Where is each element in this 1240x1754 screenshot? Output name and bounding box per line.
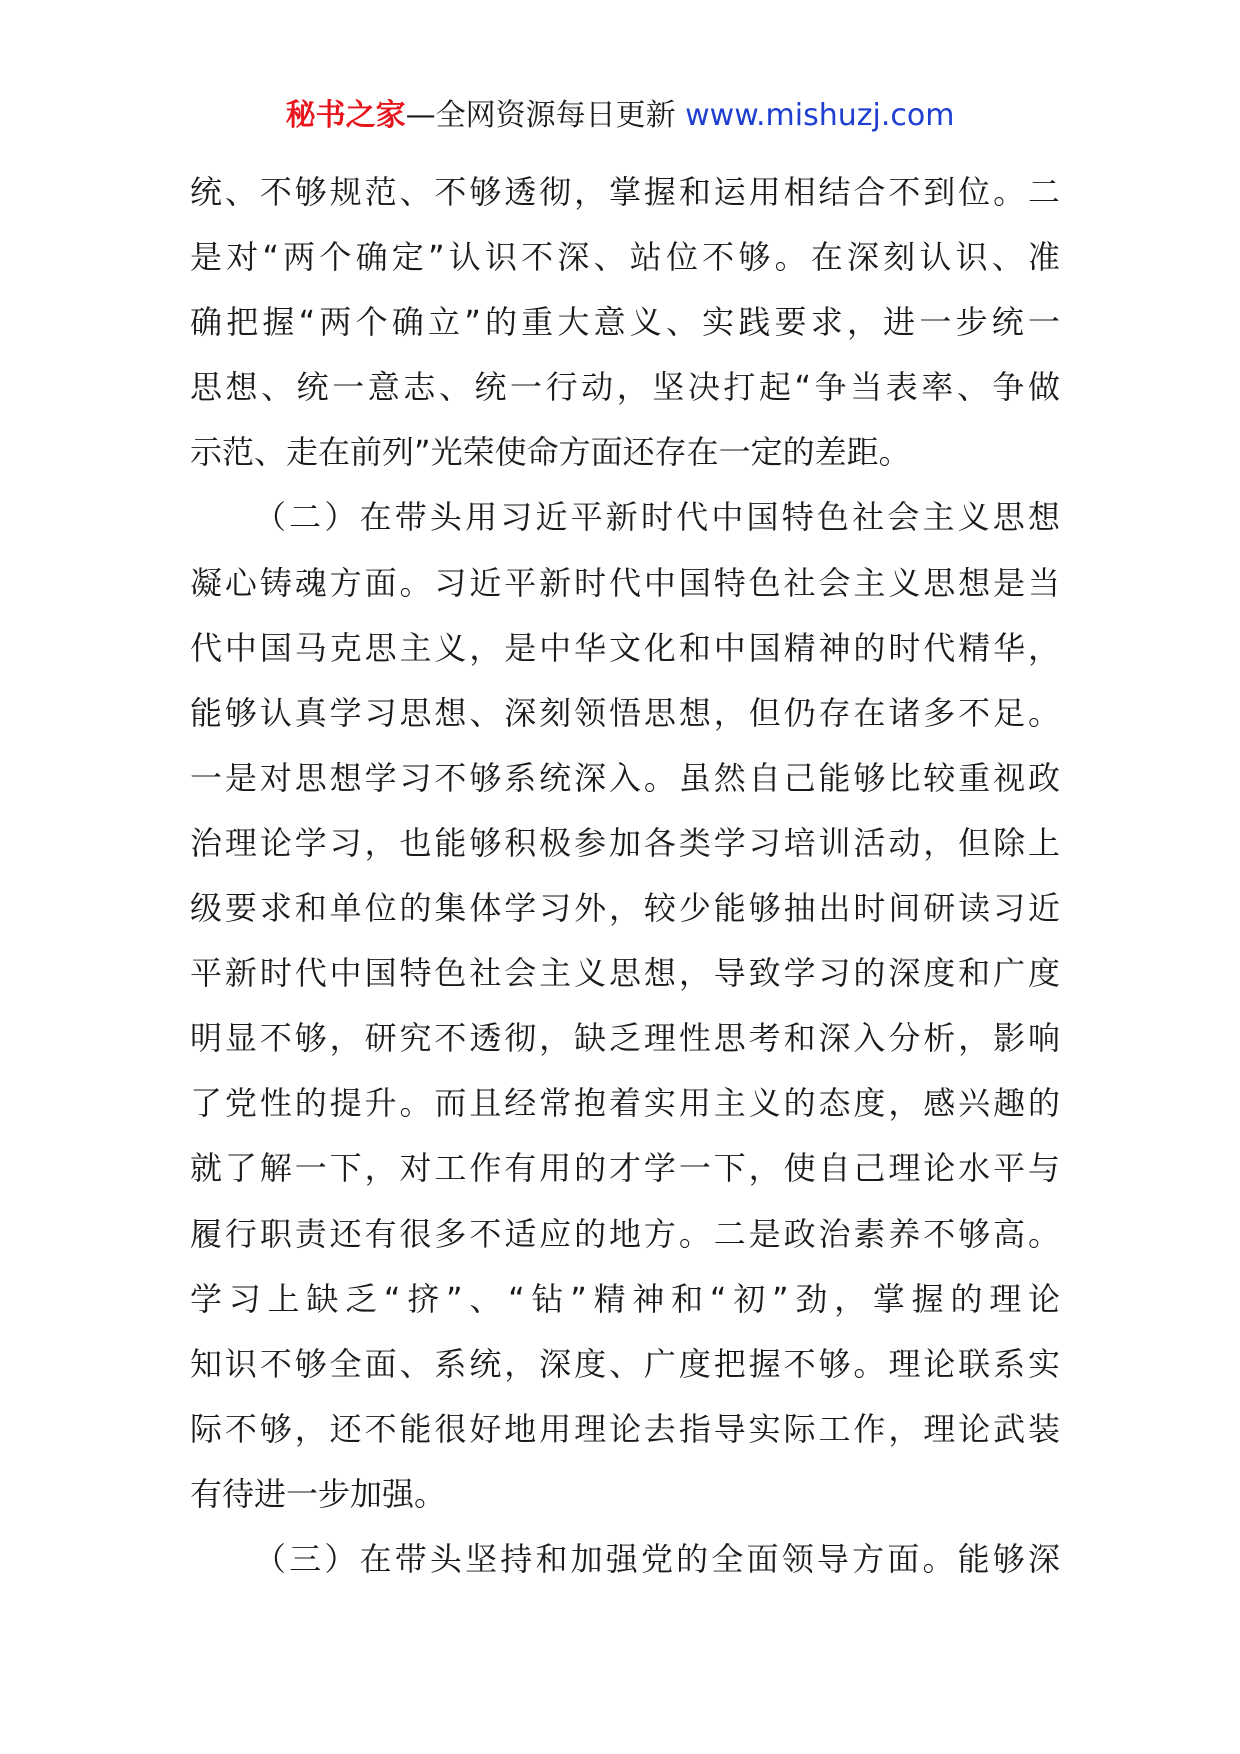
text-line: 能够认真学习思想、深刻领悟思想，但仍存在诸多不足。 [190, 693, 1060, 732]
text-line: 际不够，还不能很好地用理论去指导实际工作，理论武装 [190, 1409, 1060, 1448]
text-line: （二）在带头用习近平新时代中国特色社会主义思想 [254, 498, 1060, 537]
text-line: 统、不够规范、不够透彻，掌握和运用相结合不到位。二 [190, 173, 1060, 211]
text-line: 学习上缺乏“挤”、“钻”精神和“初”劲，掌握的理论 [190, 1279, 1060, 1318]
site-header [0, 96, 1240, 136]
text-line: 履行职责还有很多不适应的地方。二是政治素养不够高。 [190, 1214, 1060, 1253]
text-line: 知识不够全面、系统，深度、广度把握不够。理论联系实 [190, 1344, 1060, 1383]
text-line: 平新时代中国特色社会主义思想，导致学习的深度和广度 [190, 954, 1060, 993]
text-line: 思想、统一意志、统一行动，坚决打起“争当表率、争做 [190, 368, 1060, 407]
text-line: （三）在带头坚持和加强党的全面领导方面。能够深 [254, 1539, 1060, 1578]
document-body [190, 160, 1060, 1592]
text-line: 代中国马克思主义，是中华文化和中国精神的时代精华， [190, 628, 1060, 667]
site-tagline: —全网资源每日更新 [405, 98, 686, 133]
text-line: 了党性的提升。而且经常抱着实用主义的态度，感兴趣的 [190, 1084, 1060, 1123]
text-line: 就了解一下，对工作有用的才学一下，使自己理论水平与 [190, 1149, 1060, 1188]
text-line: 示范、走在前列”光荣使命方面还存在一定的差距。 [190, 433, 911, 472]
text-line: 是对“两个确定”认识不深、站位不够。在深刻认识、准 [190, 238, 1060, 277]
text-line: 有待进一步加强。 [190, 1474, 447, 1513]
text-line: 级要求和单位的集体学习外，较少能够抽出时间研读习近 [190, 889, 1060, 928]
text-line: 明显不够，研究不透彻，缺乏理性思考和深入分析，影响 [190, 1019, 1060, 1058]
site-url-link[interactable]: www.mishuzj.com [685, 98, 955, 133]
text-line: 一是对思想学习不够系统深入。虽然自己能够比较重视政 [190, 758, 1060, 797]
text-line: 治理论学习，也能够积极参加各类学习培训活动，但除上 [190, 823, 1060, 862]
text-line: 凝心铸魂方面。习近平新时代中国特色社会主义思想是当 [190, 563, 1060, 602]
text-line: 确把握“两个确立”的重大意义、实践要求，进一步统一 [190, 303, 1060, 342]
site-brand: 秘书之家 [285, 98, 406, 133]
